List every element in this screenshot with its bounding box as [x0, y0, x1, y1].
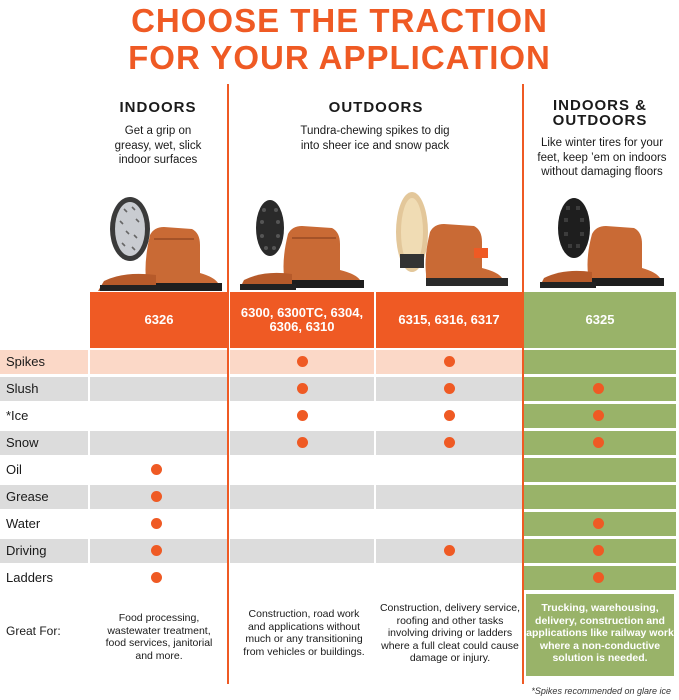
- dot-icon: [297, 356, 308, 367]
- table-cell: [524, 485, 676, 509]
- row-label: Oil: [6, 462, 22, 477]
- dot-icon: [593, 410, 604, 421]
- column-heading-indoors: INDOORS: [119, 99, 197, 116]
- model-box-indoors-outdoors: 6325: [524, 292, 676, 348]
- row-label: Grease: [6, 489, 49, 504]
- table-row: [0, 485, 676, 509]
- column-description-outdoors: Tundra-chewing spikes to dig into sheer ice and snow pack: [300, 125, 450, 152]
- row-label: Spikes: [6, 354, 46, 369]
- table-cell: [376, 485, 522, 509]
- dot-icon: [593, 572, 604, 583]
- table-cell: [90, 350, 228, 374]
- row-label: Ladders: [6, 570, 53, 585]
- dot-icon: [593, 383, 604, 394]
- table-cell: [230, 539, 374, 563]
- great-for-indoors: Food processing, wastewater treatment, food services, janitorial and more.: [105, 612, 213, 662]
- table-row: [0, 458, 676, 482]
- boot-with-heel-cleat-icon: [382, 192, 516, 292]
- footnote: *Spikes recommended on glare ice: [531, 686, 671, 696]
- table-row: [0, 377, 676, 401]
- column-heading-outdoors: OUTDOORS: [328, 99, 424, 116]
- dot-icon: [151, 518, 162, 529]
- divider-outdoors-indoors-outdoors: [522, 84, 524, 684]
- dot-icon: [593, 545, 604, 556]
- table-row: [0, 350, 676, 374]
- dot-icon: [297, 410, 308, 421]
- dot-icon: [593, 437, 604, 448]
- boot-with-spike-cleat-icon: [238, 198, 370, 294]
- row-label: Snow: [6, 435, 39, 450]
- row-label: Slush: [6, 381, 39, 396]
- great-for-indoors-outdoors: Trucking, warehousing, delivery, construction and applications like railway work where a non-conductive solution is needed.: [526, 594, 674, 676]
- dot-icon: [151, 491, 162, 502]
- great-for-outdoors-heel: Construction, delivery service, roofing and other tasks involving driving or ladders where a full cleat could cause damage or injury.: [379, 602, 521, 664]
- dot-icon: [297, 437, 308, 448]
- boot-with-rubber-cleat-icon: [538, 196, 670, 292]
- table-row: [0, 404, 676, 428]
- model-box-outdoors-heel: 6315, 6316, 6317: [376, 292, 522, 348]
- table-cell: [376, 512, 522, 536]
- table-cell: [230, 458, 374, 482]
- row-label: *Ice: [6, 408, 29, 423]
- table-cell: [230, 566, 374, 590]
- divider-indoors-outdoors: [227, 84, 229, 684]
- dot-icon: [151, 572, 162, 583]
- table-cell: [90, 431, 228, 455]
- table-cell: [376, 458, 522, 482]
- table-row: [0, 539, 676, 563]
- table-cell: [524, 458, 676, 482]
- table-row: [0, 512, 676, 536]
- table-cell: [90, 404, 228, 428]
- dot-icon: [297, 383, 308, 394]
- dot-icon: [593, 518, 604, 529]
- dot-icon: [444, 437, 455, 448]
- table-cell: [376, 566, 522, 590]
- table-cell: [90, 377, 228, 401]
- dot-icon: [444, 410, 455, 421]
- boot-with-sole-traction-icon: [96, 195, 222, 295]
- table-cell: [524, 350, 676, 374]
- column-description-indoors-outdoors: Like winter tires for your feet, keep ’em on indoors without damaging floors: [537, 137, 667, 178]
- dot-icon: [444, 545, 455, 556]
- table-row: [0, 566, 676, 590]
- model-box-indoors: 6326: [90, 292, 228, 348]
- dot-icon: [444, 356, 455, 367]
- table-cell: [230, 512, 374, 536]
- dot-icon: [444, 383, 455, 394]
- great-for-label: Great For:: [6, 624, 61, 638]
- title-line-2: FOR YOUR APPLICATION: [128, 39, 551, 76]
- dot-icon: [151, 464, 162, 475]
- row-label: Water: [6, 516, 41, 531]
- column-heading-indoors-outdoors: INDOORS & OUTDOORS: [552, 97, 648, 129]
- title-line-1: CHOOSE THE TRACTION: [131, 2, 548, 39]
- table-row: [0, 431, 676, 455]
- model-box-outdoors-spike: 6300, 6300TC, 6304, 6306, 6310: [230, 292, 374, 348]
- table-cell: [230, 485, 374, 509]
- dot-icon: [151, 545, 162, 556]
- great-for-outdoors-spike: Construction, road work and applications without much or any transitioning from vehicles or buildings.: [243, 608, 365, 658]
- row-label: Driving: [6, 543, 47, 558]
- column-description-indoors: Get a grip on greasy, wet, slick indoor surfaces: [114, 125, 202, 166]
